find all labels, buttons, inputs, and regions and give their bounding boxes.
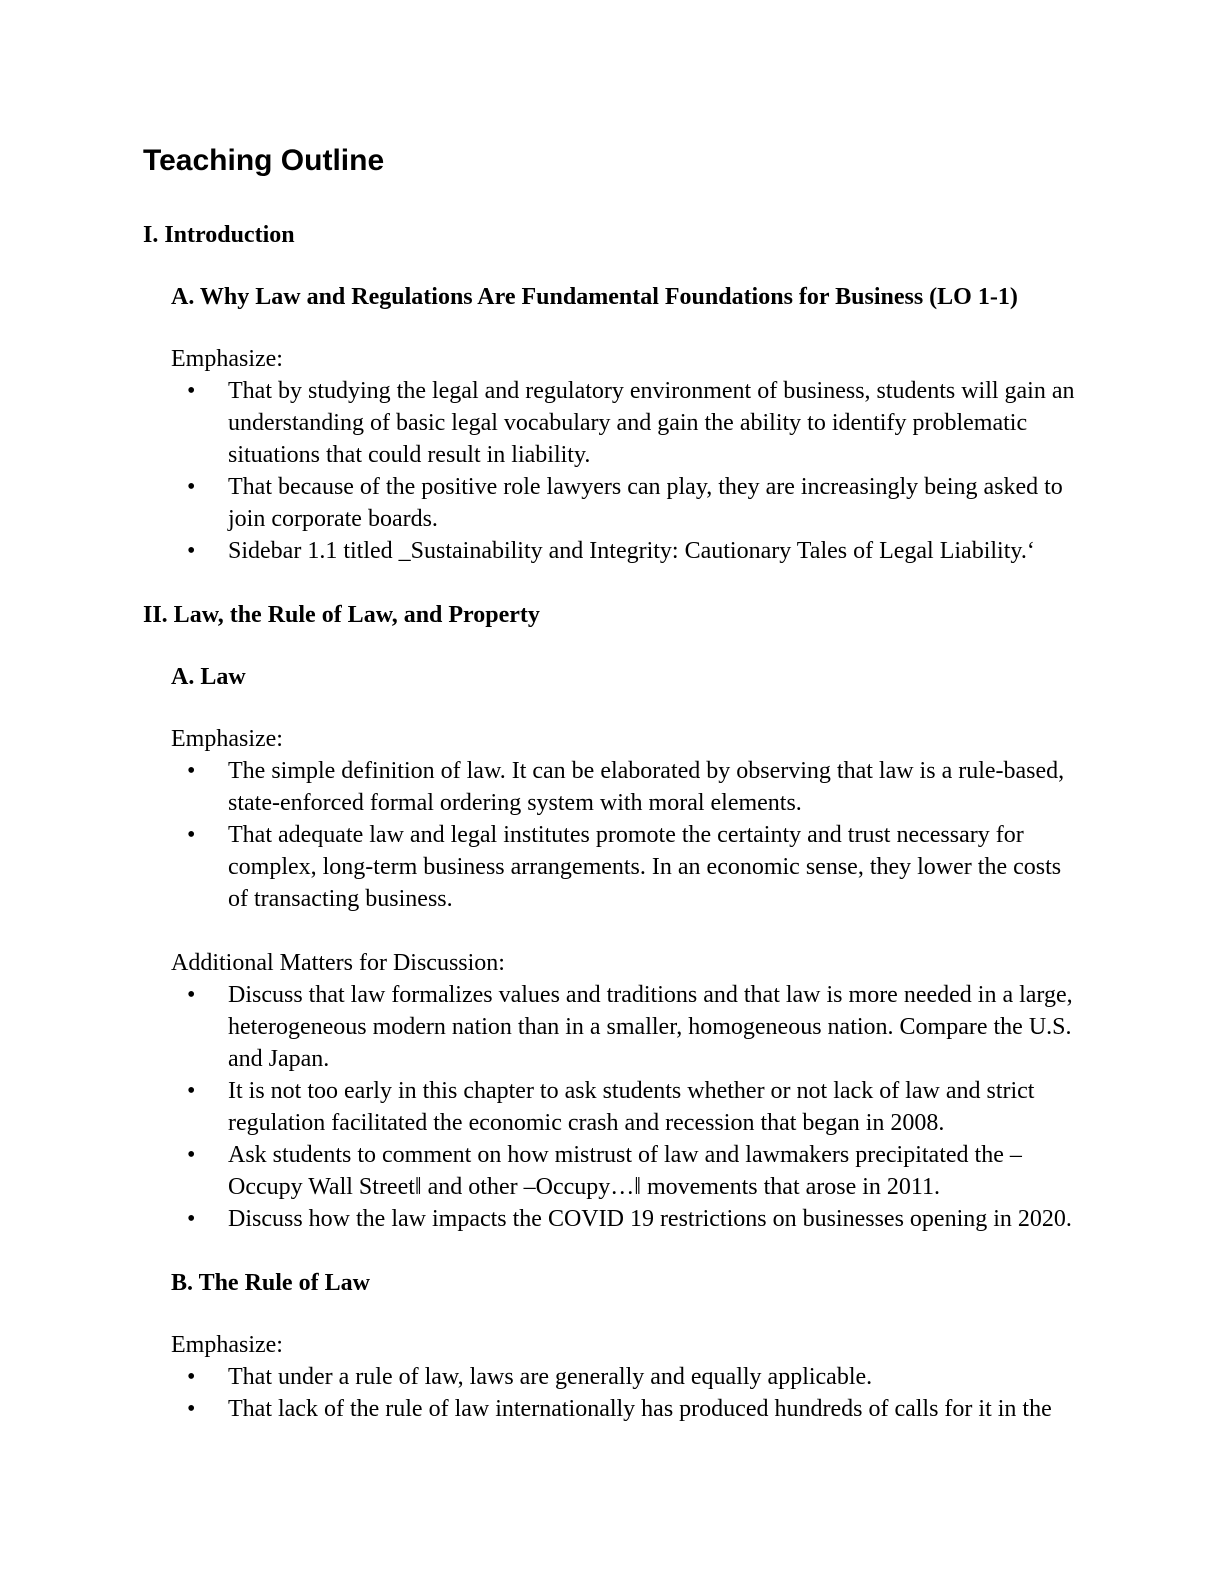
bullet-item: • Discuss how the law impacts the COVID 19 restrictions on businesses opening in 2020. bbox=[143, 1203, 1080, 1235]
section-1-heading: I. Introduction bbox=[143, 222, 295, 248]
bullet-item: • That because of the positive role lawyers can play, they are increasingly being asked to join corporate boards. bbox=[143, 471, 1080, 535]
bullet-item: • Ask students to comment on how mistrust of law and lawmakers precipitated the –Occupy Wall Street‖ and other –Occupy…‖ movements that arose in 2011. bbox=[143, 1139, 1080, 1203]
bullet-item: • Sidebar 1.1 titled _Sustainability and Integrity: Cautionary Tales of Legal Liability.‘ bbox=[143, 535, 1080, 567]
bullet-item: • That adequate law and legal institutes promote the certainty and trust necessary for complex, long-term business arrangements. In an economic sense, they lower the costs of transacting business. bbox=[143, 819, 1080, 915]
section-2b-emphasize-label: Emphasize: bbox=[171, 1332, 283, 1358]
section-2a-heading: A. Law bbox=[171, 664, 246, 690]
section-2-heading: II. Law, the Rule of Law, and Property bbox=[143, 602, 540, 628]
bullet-item: • That by studying the legal and regulatory environment of business, students will gain an understanding of basic legal vocabulary and gain the ability to identify problematic situations that could result in liability. bbox=[143, 375, 1080, 471]
section-2a-discussion-list bbox=[143, 979, 1080, 1235]
section-1a-heading: A. Why Law and Regulations Are Fundamental Foundations for Business (LO 1-1) bbox=[171, 284, 1018, 310]
section-2a-emphasize-list bbox=[143, 755, 1080, 915]
section-2a-emphasize-label: Emphasize: bbox=[171, 726, 283, 752]
document-title: Teaching Outline bbox=[143, 144, 385, 177]
section-1a-emphasize-list bbox=[143, 375, 1080, 567]
bullet-item: • It is not too early in this chapter to ask students whether or not lack of law and strict regulation facilitated the economic crash and recession that began in 2008. bbox=[143, 1075, 1080, 1139]
section-1a-emphasize-label: Emphasize: bbox=[171, 346, 283, 372]
bullet-item: • The simple definition of law. It can be elaborated by observing that law is a rule-based, state-enforced formal ordering system with moral elements. bbox=[143, 755, 1080, 819]
section-2b-emphasize-list bbox=[143, 1361, 1080, 1425]
section-2a-discussion-label: Additional Matters for Discussion: bbox=[171, 950, 505, 976]
section-2b-heading: B. The Rule of Law bbox=[171, 1270, 370, 1296]
bullet-item: • That lack of the rule of law internationally has produced hundreds of calls for it in the bbox=[143, 1393, 1080, 1425]
bullet-item: • Discuss that law formalizes values and traditions and that law is more needed in a large, heterogeneous modern nation than in a smaller, homogeneous nation. Compare the U.S. and Japan. bbox=[143, 979, 1080, 1075]
bullet-item: • That under a rule of law, laws are generally and equally applicable. bbox=[143, 1361, 1080, 1393]
